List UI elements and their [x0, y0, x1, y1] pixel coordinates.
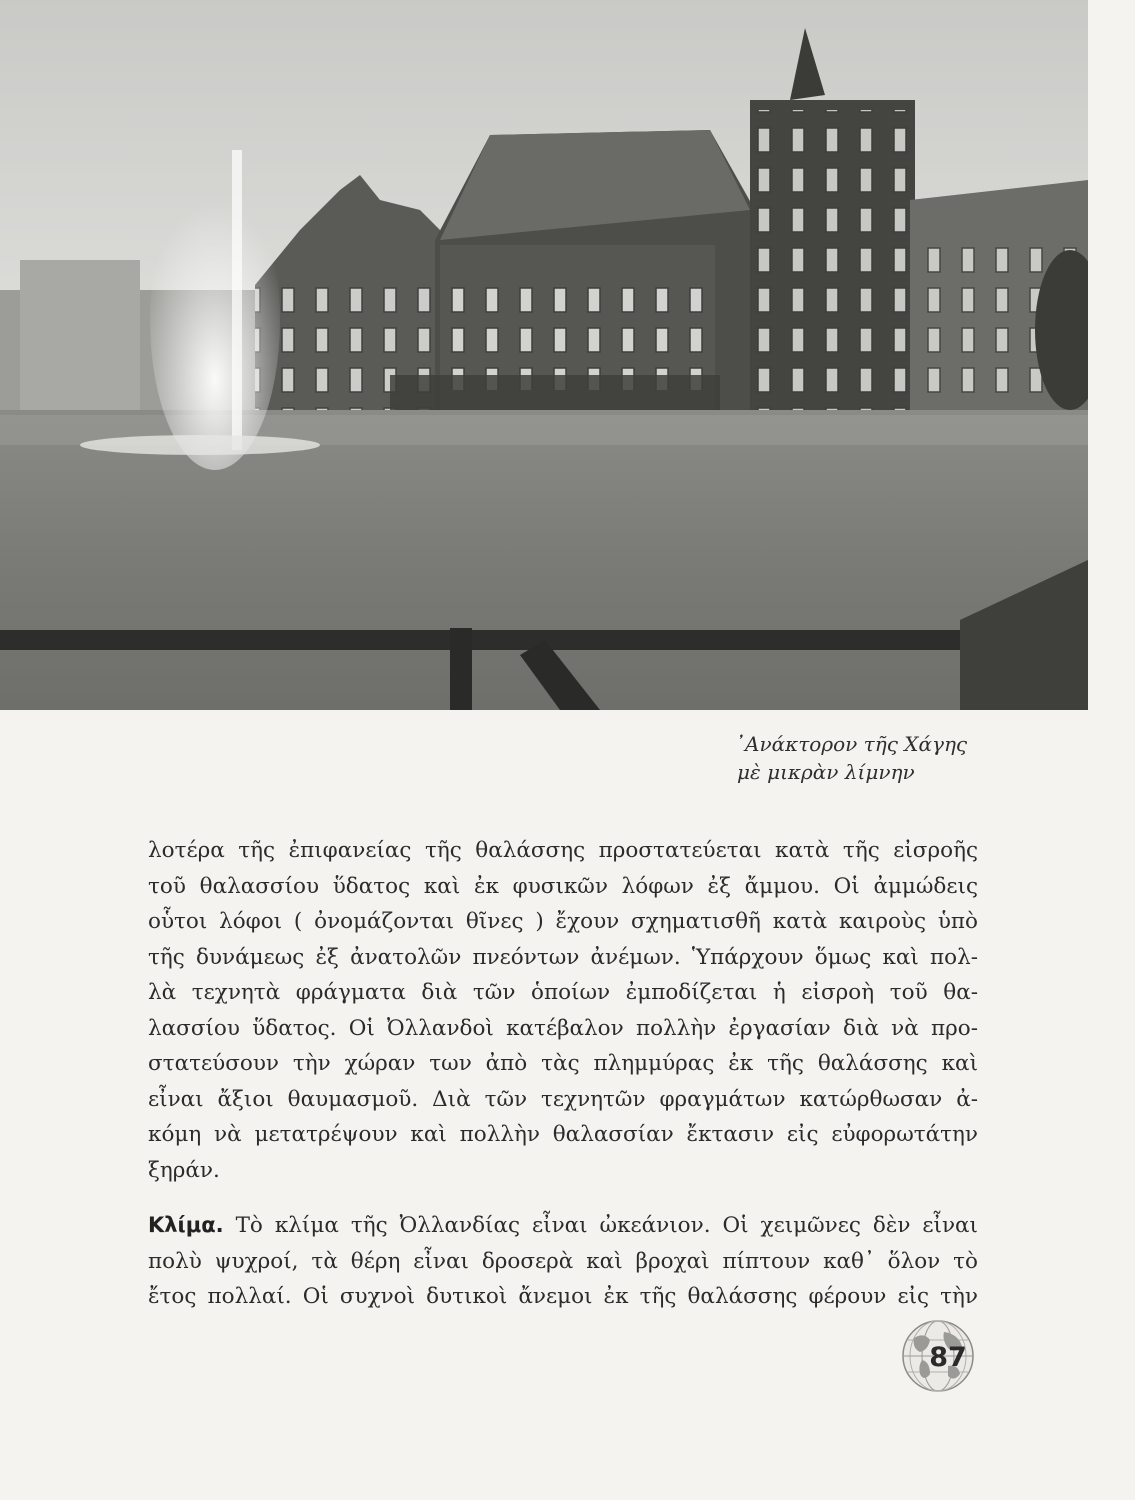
- text-line: ξηράν.: [148, 1157, 220, 1183]
- text-line: λασσίου ὕδατος. Οἱ Ὀλλανδοὶ κατέβαλον πολλὴν ἐργασίαν διὰ νὰ προ-: [148, 1015, 978, 1041]
- section-heading: Κλίμα.: [148, 1213, 224, 1237]
- page-number: 87: [929, 1342, 967, 1373]
- text-line: Τὸ κλίμα τῆς Ὀλλανδίας εἶναι ὠκεάνιον. Οἱ χειμῶνες δὲν εἶναι: [235, 1213, 978, 1238]
- paragraph-2: [148, 1208, 978, 1315]
- text-line-with-heading: [148, 1208, 978, 1244]
- text-line: κόμη νὰ μετατρέψουν καὶ πολλὴν θαλασσίαν ἔκτασιν εἰς εὐφορωτάτην: [148, 1122, 978, 1147]
- photo-caption: [735, 730, 1095, 786]
- text-line: ἔτος πολλαί. Οἱ συχνοὶ δυτικοὶ ἄνεμοι ἐκ τῆς θαλάσσης φέρουν εἰς τὴν: [148, 1284, 978, 1309]
- caption-line-2: μὲ μικρὰν λίμνην: [737, 760, 915, 784]
- palace-photo: [0, 0, 1088, 710]
- text-line: λοτέρα τῆς ἐπιφανείας τῆς θαλάσσης προστατεύεται κατὰ τῆς εἰσροῆς: [148, 838, 978, 863]
- caption-line-1: ᾿Ανάκτορον τῆς Χάγης: [735, 732, 968, 756]
- text-line: στατεύσουν τὴν χώραν των ἀπὸ τὰς πλημμύρας ἐκ τῆς θαλάσσης καὶ: [148, 1051, 978, 1076]
- text-line: οὗτοι λόφοι ( ὀνομάζονται θῖνες ) ἔχουν σχηματισθῆ κατὰ καιροὺς ὑπὸ: [148, 909, 978, 934]
- text-line: πολὺ ψυχροί, τὰ θέρη εἶναι δροσερὰ καὶ βροχαὶ πίπτουν καθ᾿ ὅλον τὸ: [148, 1248, 978, 1274]
- text-line: τοῦ θαλασσίου ὕδατος καὶ ἐκ φυσικῶν λόφων ἐξ ἄμμου. Οἱ ἀμμώδεις: [148, 873, 978, 899]
- text-line: τῆς δυνάμεως ἐξ ἀνατολῶν πνεόντων ἀνέμων. Ὑπάρχουν ὅμως καὶ πολ-: [148, 944, 978, 970]
- text-line: λὰ τεχνητὰ φράγματα διὰ τῶν ὁποίων ἐμποδίζεται ἡ εἰσροὴ τοῦ θα-: [148, 980, 978, 1005]
- text-line: εἶναι ἄξιοι θαυμασμοῦ. Διὰ τῶν τεχνητῶν φραγμάτων κατώρθωσαν ἀ-: [148, 1086, 978, 1112]
- paragraph-1: [148, 833, 978, 1188]
- photo-illustration: [0, 0, 1088, 710]
